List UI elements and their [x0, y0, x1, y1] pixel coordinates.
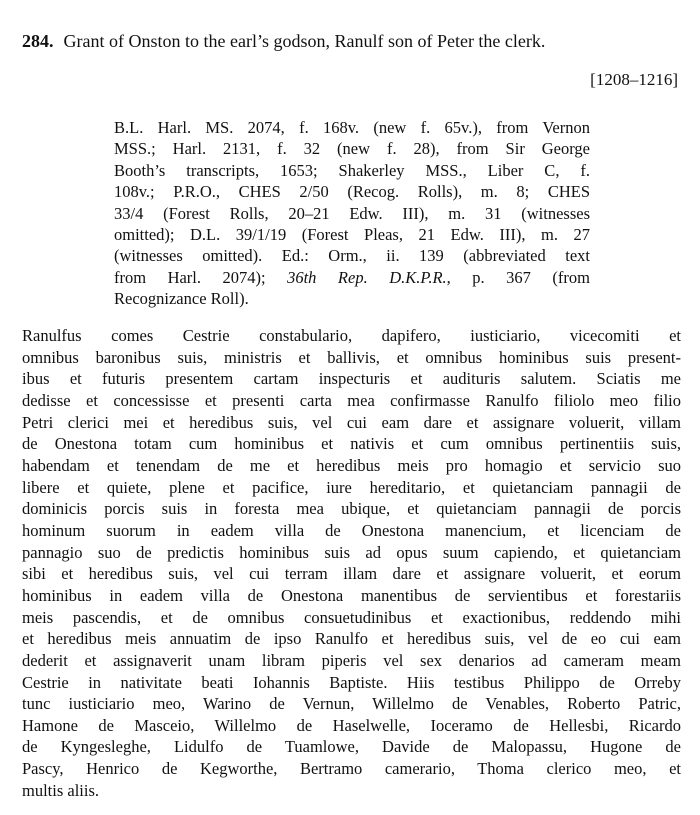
text-line: tunc iusticiario meo, Warino de Vernun, Willelmo de Venables, Roberto Patric,	[22, 694, 681, 714]
text-line: multis aliis.	[22, 780, 100, 800]
charter-date: [1208–1216]	[590, 70, 678, 89]
charter-heading	[22, 30, 682, 52]
charter-number: 284.	[22, 31, 54, 51]
text-line: habendam et tenendam de me et heredibus meis pro homagio et servicio suo	[22, 455, 681, 475]
text-line: meis pascendis, et de omnibus consuetudinibus et exactionibus, reddendo mihi	[22, 607, 681, 627]
text-line: et heredibus meis annuatim de ipso Ranulfo et heredibus suis, vel de eo cui eam	[22, 629, 681, 649]
text-line: libere et quiete, plene et pacifice, iure hereditario, et quietanciam pannagii de	[22, 477, 681, 497]
text-line: de Kyngesleghe, Lidulfo de Tuamlowe, Davide de Malopassu, Hugone de	[22, 737, 681, 757]
text-line: sibi et heredibus suis, vel cui terram illam dare et assignare voluerit, et eorum	[22, 564, 681, 584]
sources-text: from Harl. 2074);	[114, 267, 288, 287]
text-line: pannagio suo de predictis hominibus suis ad opus suum capiendo, et quietanciam	[22, 542, 681, 562]
text-line: hominum suorum in eadem villa de Onestona manencium, et licenciam de	[22, 520, 681, 540]
text-line: dederit et assignaverit unam libram piperis vel sex denarios ad cameram meam	[22, 650, 681, 670]
sources-line: MSS.; Harl. 2131, f. 32 (new f. 28), from Sir George	[114, 139, 590, 159]
sources-paragraph	[114, 117, 590, 310]
sources-italic-reference: 36th Rep. D.K.P.R.	[287, 267, 447, 287]
text-line: dedisse et concessisse et presenti carta mea confirmasse Ranulfo filiolo meo filio	[22, 390, 681, 410]
text-line: Hamone de Masceio, Willelmo de Haselwelle, Ioceramo de Hellesbi, Ricardo	[22, 715, 681, 735]
sources-line: B.L. Harl. MS. 2074, f. 168v. (new f. 65v.), from Vernon	[114, 118, 590, 137]
text-line: Petri clerici mei et heredibus suis, vel cui eam dare et assignare voluerit, villam	[22, 412, 681, 432]
sources-line: Booth’s transcripts, 1653; Shakerley MSS., Liber C, f.	[114, 160, 590, 180]
text-line: Cestrie in nativitate beati Iohannis Baptiste. Hiis testibus Philippo de Orreby	[22, 672, 681, 692]
text-line: Ranulfus comes Cestrie constabulario, dapifero, iusticiario, vicecomiti et	[22, 326, 681, 345]
sources-text: , p. 367 (from	[446, 267, 590, 287]
text-line: Pascy, Henrico de Kegworthe, Bertramo camerario, Thoma clerico meo, et	[22, 759, 681, 779]
text-line: de Onestona totam cum hominibus et nativis et cum omnibus pertinentiis suis,	[22, 434, 681, 454]
sources-line: omitted); D.L. 39/1/19 (Forest Pleas, 21 Edw. III), m. 27	[114, 225, 590, 245]
sources-line	[114, 267, 590, 288]
sources-line: 33/4 (Forest Rolls, 20–21 Edw. III), m. 31 (witnesses	[114, 203, 590, 223]
sources-line: (witnesses omitted). Ed.: Orm., ii. 139 (abbreviated text	[114, 246, 590, 266]
text-line: dominicis porcis suis in foresta mea ubique, et quietanciam pannagii de porcis	[22, 499, 681, 519]
charter-text	[22, 325, 681, 801]
charter-title: Grant of Onston to the earl’s godson, Ranulf son of Peter the clerk.	[63, 31, 546, 51]
text-line: ibus et futuris presentem cartam inspecturis et audituris salutem. Sciatis me	[22, 369, 681, 389]
text-line: hominibus in eadem villa de Onestona manentibus de servientibus et forestariis	[22, 585, 681, 605]
sources-line: 108v.; P.R.O., CHES 2/50 (Recog. Rolls), m. 8; CHES	[114, 182, 590, 202]
text-line: omnibus baronibus suis, ministris et ballivis, et omnibus hominibus suis present-	[22, 347, 681, 367]
sources-line: Recognizance Roll).	[114, 289, 249, 309]
